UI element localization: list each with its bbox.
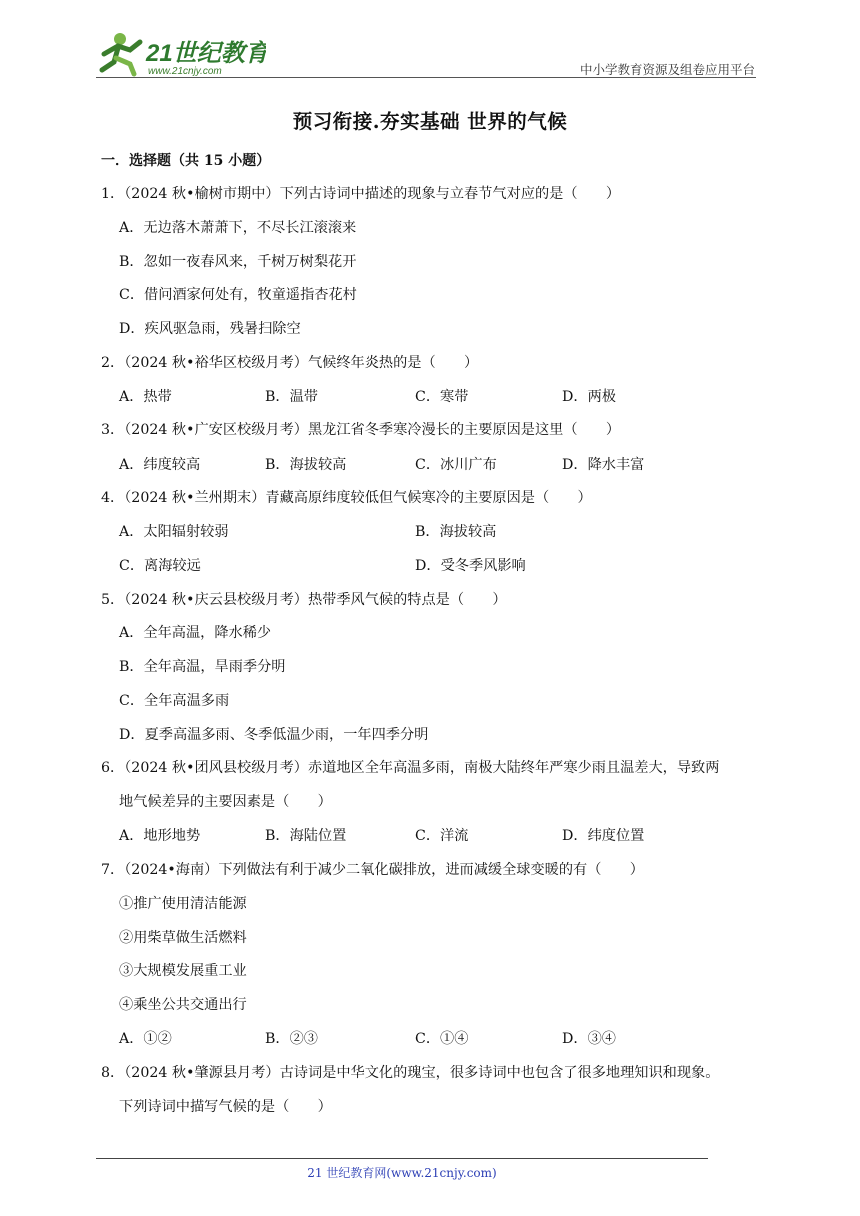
question-1-stem: 1．（2024 秋•榆树市期中）下列古诗词中描述的现象与立春节气对应的是（ ） bbox=[101, 186, 621, 202]
question-7-item-2: ②用柴草做生活燃料 bbox=[119, 930, 247, 946]
question-4-option-b[interactable]: B．海拔较高 bbox=[415, 524, 497, 540]
question-6-option-a[interactable]: A．地形地势 bbox=[119, 828, 201, 844]
question-8-stem: 8．（2024 秋•肇源县月考）古诗词是中华文化的瑰宝，很多诗词中也包含了很多地理知识和现象。 bbox=[101, 1065, 720, 1081]
question-4-stem: 4．（2024 秋•兰州期末）青藏高原纬度较低但气候寒冷的主要原因是（ ） bbox=[101, 490, 592, 506]
question-6-stem-continued: 地气候差异的主要因素是（ ） bbox=[119, 794, 332, 810]
platform-name: 中小学教育资源及组卷应用平台 bbox=[579, 62, 755, 77]
question-5-option-a[interactable]: A．全年高温，降水稀少 bbox=[119, 625, 272, 641]
question-5-option-c[interactable]: C．全年高温多雨 bbox=[119, 693, 230, 709]
question-2-option-c[interactable]: C．寒带 bbox=[415, 389, 469, 405]
question-2-stem: 2．（2024 秋•裕华区校级月考）气候终年炎热的是（ ） bbox=[101, 355, 479, 371]
question-8-stem-continued: 下列诗词中描写气候的是（ ） bbox=[119, 1099, 332, 1115]
question-7-option-c[interactable]: C．①④ bbox=[415, 1031, 469, 1047]
question-5-stem: 5．（2024 秋•庆云县校级月考）热带季风气候的特点是（ ） bbox=[101, 592, 507, 608]
question-7-stem: 7．（2024•海南）下列做法有利于减少二氧化碳排放，进而减缓全球变暖的有（ ） bbox=[101, 862, 644, 878]
question-7-item-3: ③大规模发展重工业 bbox=[119, 963, 247, 979]
question-7-option-a[interactable]: A．①② bbox=[119, 1031, 172, 1047]
question-1-option-c[interactable]: C．借问酒家何处有，牧童遥指杏花村 bbox=[119, 287, 357, 303]
question-3-option-b[interactable]: B．海拔较高 bbox=[265, 457, 347, 473]
question-3-option-c[interactable]: C．冰川广布 bbox=[415, 457, 497, 473]
question-2-option-a[interactable]: A．热带 bbox=[119, 389, 172, 405]
question-6-option-b[interactable]: B．海陆位置 bbox=[265, 828, 347, 844]
question-7-item-1: ①推广使用清洁能源 bbox=[119, 896, 247, 912]
footer-link[interactable]: 21 世纪教育网(www.21cnjy.com) bbox=[307, 1166, 497, 1180]
header-divider bbox=[96, 77, 756, 78]
question-3-option-a[interactable]: A．纬度较高 bbox=[119, 457, 201, 473]
question-7-item-4: ④乘坐公共交通出行 bbox=[119, 997, 247, 1013]
question-2-option-b[interactable]: B．温带 bbox=[265, 389, 318, 405]
footer-divider bbox=[96, 1158, 708, 1159]
question-4-option-a[interactable]: A．太阳辐射较弱 bbox=[119, 524, 229, 540]
page-title: 预习衔接.夯实基础 世界的气候 bbox=[292, 110, 568, 133]
logo-runner-icon bbox=[96, 30, 266, 78]
section-heading: 一．选择题（共 15 小题） bbox=[101, 153, 271, 169]
question-4-option-d[interactable]: D．受冬季风影响 bbox=[415, 558, 526, 574]
svg-text:www.21cnjy.com: www.21cnjy.com bbox=[148, 66, 222, 77]
question-5-option-b[interactable]: B．全年高温，旱雨季分明 bbox=[119, 659, 286, 675]
question-2-option-d[interactable]: D．两极 bbox=[562, 389, 616, 405]
question-6-option-c[interactable]: C．洋流 bbox=[415, 828, 469, 844]
question-5-option-d[interactable]: D．夏季高温多雨、冬季低温少雨，一年四季分明 bbox=[119, 727, 429, 743]
question-3-stem: 3．（2024 秋•广安区校级月考）黑龙江省冬季寒冷漫长的主要原因是这里（ ） bbox=[101, 422, 621, 438]
question-6-stem: 6．（2024 秋•团风县校级月考）赤道地区全年高温多雨，南极大陆终年严寒少雨且温差大，导致两 bbox=[101, 760, 720, 776]
site-logo bbox=[96, 30, 266, 78]
question-7-option-d[interactable]: D．③④ bbox=[562, 1031, 616, 1047]
question-1-option-a[interactable]: A．无边落木萧萧下，不尽长江滚滚来 bbox=[119, 220, 357, 236]
svg-text:21世纪教育: 21世纪教育 bbox=[146, 40, 266, 67]
question-3-option-d[interactable]: D．降水丰富 bbox=[562, 457, 645, 473]
question-6-option-d[interactable]: D．纬度位置 bbox=[562, 828, 645, 844]
question-1-option-b[interactable]: B．忽如一夜春风来，千树万树梨花开 bbox=[119, 254, 357, 270]
question-1-option-d[interactable]: D．疾风驱急雨，残暑扫除空 bbox=[119, 321, 301, 337]
question-7-option-b[interactable]: B．②③ bbox=[265, 1031, 318, 1047]
question-4-option-c[interactable]: C．离海较远 bbox=[119, 558, 201, 574]
